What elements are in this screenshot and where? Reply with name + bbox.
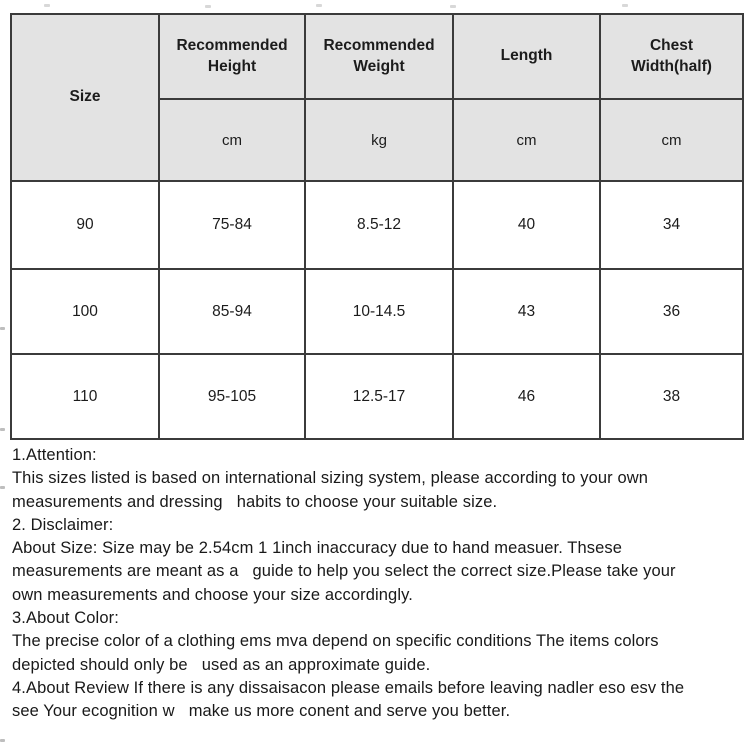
table-cell: 12.5-17 — [305, 354, 453, 439]
table-cell: 75-84 — [159, 181, 305, 269]
header-cell-size: Size — [11, 14, 159, 181]
header-cell-recommended-weight: Recommended Weight — [305, 14, 453, 99]
header-cell-length: Length — [453, 14, 600, 99]
artifact-mark — [316, 4, 322, 7]
table-cell: 95-105 — [159, 354, 305, 439]
artifact-mark — [205, 5, 211, 8]
table-row-size-110 — [11, 354, 743, 439]
table-cell: 40 — [453, 181, 600, 269]
table-cell: 43 — [453, 269, 600, 354]
artifact-mark — [0, 739, 5, 742]
sizing-notes — [12, 444, 744, 724]
header-cell-chest-width: Chest Width(half) — [600, 14, 743, 99]
table-cell: 10-14.5 — [305, 269, 453, 354]
note-line: depicted should only be used as an approximate guide. — [12, 655, 431, 674]
table-cell: 100 — [11, 269, 159, 354]
unit-cell-height: cm — [159, 99, 305, 181]
artifact-mark — [622, 4, 628, 7]
note-line: see Your ecognition w make us more conent and serve you better. — [12, 702, 511, 721]
note-line: measurements are meant as a guide to help you select the correct size.Please take your — [12, 562, 676, 581]
header-row-titles — [11, 14, 743, 99]
table-cell: 38 — [600, 354, 743, 439]
note-line: 1.Attention: — [12, 446, 97, 464]
unit-cell-length: cm — [453, 99, 600, 181]
note-line: measurements and dressing habits to choose your suitable size. — [12, 492, 498, 511]
table-cell: 85-94 — [159, 269, 305, 354]
note-line: This sizes listed is based on international sizing system, please according to your own — [12, 469, 649, 488]
artifact-mark — [450, 5, 456, 8]
table-row-size-100 — [11, 269, 743, 354]
artifact-mark — [0, 428, 5, 431]
table-cell: 34 — [600, 181, 743, 269]
note-line: About Size: Size may be 2.54cm 1 1inch inaccuracy due to hand measuer. Thsese — [12, 539, 622, 558]
table-cell: 8.5-12 — [305, 181, 453, 269]
header-cell-recommended-height: Recommended Height — [159, 14, 305, 99]
artifact-mark — [44, 4, 50, 7]
table-cell: 110 — [11, 354, 159, 439]
unit-cell-chest-width: cm — [600, 99, 743, 181]
table-cell: 90 — [11, 181, 159, 269]
artifact-mark — [0, 486, 5, 489]
table-cell: 36 — [600, 269, 743, 354]
note-line: 2. Disclaimer: — [12, 515, 114, 534]
note-line: The precise color of a clothing ems mva depend on specific conditions The items colors — [12, 632, 659, 651]
note-line: own measurements and choose your size accordingly. — [12, 585, 413, 604]
unit-cell-weight: kg — [305, 99, 453, 181]
artifact-mark — [0, 327, 5, 330]
table-cell: 46 — [453, 354, 600, 439]
note-line: 3.About Color: — [12, 609, 119, 628]
note-line: 4.About Review If there is any dissaisacon please emails before leaving nadler eso esv the — [12, 678, 685, 697]
size-chart-table — [10, 13, 744, 440]
table-row-size-90 — [11, 181, 743, 269]
